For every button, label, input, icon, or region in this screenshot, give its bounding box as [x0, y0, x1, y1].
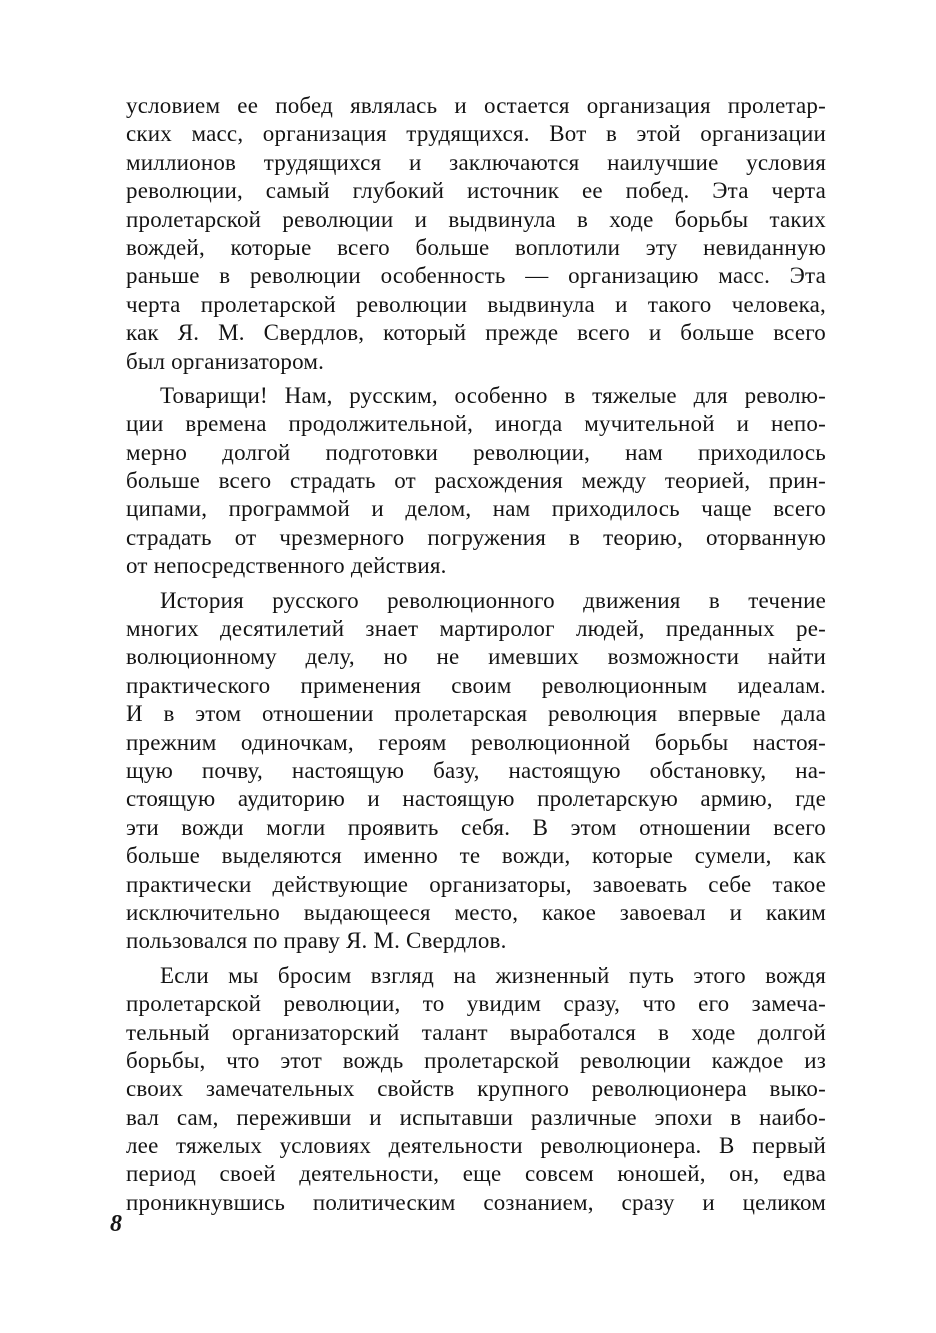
text-line: вал сам, переживши и испытавши различные эпохи в наибо- [126, 1104, 826, 1130]
text-line: щую почву, настоящую базу, настоящую обстановку, на- [126, 757, 826, 783]
text-line: ции времена продолжительной, иногда мучительной и непо- [126, 411, 826, 437]
text-line: Товарищи! Нам, русским, особенно в тяжелые для револю- [160, 382, 826, 408]
text-line: прежним одиночкам, героям революционной борьбы настоя- [126, 729, 826, 755]
text-line: от непосредственного действия. [126, 553, 447, 579]
text-line: волюционному делу, но не имевших возможности найти [126, 644, 826, 670]
text-line: черта пролетарской революции выдвинула и такого человека, [126, 291, 826, 317]
text-line: эти вожди могли проявить себя. В этом отношении всего [126, 814, 826, 840]
text-line: История русского революционного движения в течение [160, 587, 826, 613]
text-line: больше выделяются именно те вожди, которые сумели, как [126, 843, 826, 869]
text-line: борьбы, что этот вождь пролетарской революции каждое из [126, 1047, 826, 1073]
text-line: Если мы бросим взгляд на жизненный путь этого вождя [160, 962, 826, 988]
text-line: лее тяжелых условиях деятельности революционера. В первый [126, 1133, 826, 1159]
text-line: миллионов трудящихся и заключаются наилучшие условия [126, 149, 826, 175]
text-line: страдать от чрезмерного погружения в теорию, оторванную [126, 524, 826, 550]
text-line: ципами, программой и делом, нам приходилось чаще всего [126, 496, 826, 522]
page-text [126, 92, 826, 1217]
text-line: как Я. М. Свердлов, который прежде всего и больше всего [126, 320, 826, 346]
text-line: практически действующие организаторы, завоевать себе такое [126, 871, 826, 897]
text-line: стоящую аудиторию и настоящую пролетарскую армию, где [126, 786, 826, 812]
text-line: революции, самый глубокий источник ее побед. Эта черта [126, 178, 826, 204]
text-line: тельный организаторский талант выработался в ходе долгой [126, 1019, 826, 1045]
text-line: ских масс, организация трудящихся. Вот в этой организации [126, 121, 826, 147]
text-line: пролетарской революции и выдвинула в ходе борьбы таких [126, 206, 826, 232]
text-line: своих замечательных свойств крупного революционера выко- [126, 1076, 826, 1102]
text-line: условием ее побед являлась и остается организация пролетар- [126, 93, 826, 118]
text-line: проникнувшись политическим сознанием, сразу и целиком [126, 1189, 826, 1215]
text-line: практического применения своим революционным идеалам. [126, 672, 826, 698]
text-line: вождей, которые всего больше воплотили эту невиданную [126, 234, 826, 260]
text-line: больше всего страдать от расхождения между теорией, прин- [126, 468, 826, 494]
text-line: был организатором. [126, 348, 325, 374]
text-line: многих десятилетий знает мартиролог людей, преданных ре- [126, 616, 826, 642]
text-line: И в этом отношении пролетарская революция впервые дала [126, 701, 826, 727]
text-line: пролетарской революции, то увидим сразу, что его замеча- [126, 991, 826, 1017]
page-number: 8 [110, 1211, 122, 1237]
text-line: раньше в революции особенность — организацию масс. Эта [126, 263, 826, 289]
text-line: пользовался по праву Я. М. Свердлов. [126, 928, 507, 954]
text-line: период своей деятельности, еще совсем юношей, он, едва [126, 1161, 826, 1187]
text-line: мерно долгой подготовки революции, нам приходилось [126, 439, 826, 465]
text-line: исключительно выдающееся место, какое завоевал и каким [126, 899, 826, 925]
